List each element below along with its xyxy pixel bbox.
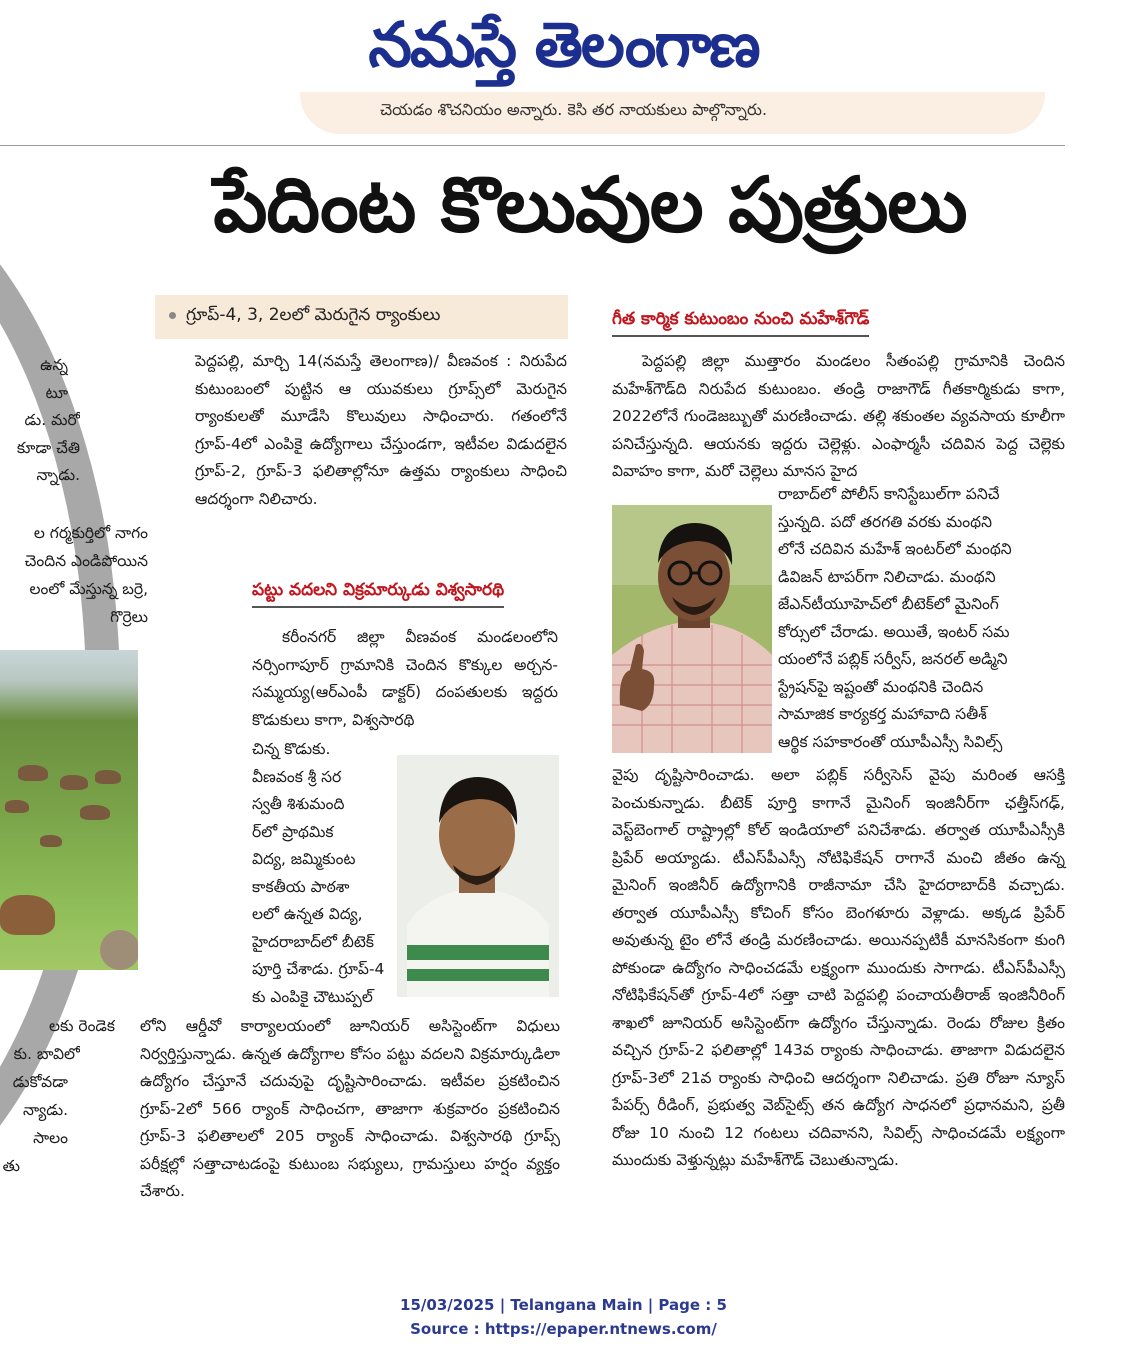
adjacent-story-line: టూ [45, 384, 68, 402]
previous-story-text: చెయడం శొచనియం అన్నారు. కెసి తర నాయకులు పాల్గొన్నారు. [380, 100, 768, 119]
adjacent-story-line: కు. బావిలో [13, 1045, 80, 1063]
left-story-para-top [252, 624, 558, 734]
adjacent-story-line: సాలం [33, 1129, 68, 1147]
right-story-text-top: పెద్దపల్లి జిల్లా ముత్తారం మండలం సీతంపల్లి గ్రామానికి చెందిన మహేశ్‌గౌడ్‌ది నిరుపేద కుటుంబం. తండ్రి రాజాగౌడ్‌ గీతకార్మికుడు కాగా, 2022లోనే గుండెజబ్బుతో మరణించాడు. తల్లి శకుంతల వ్యవసాయ కూలీగా పనిచేస్తున్నది. ఆయనకు ఇద్దరు చెల్లెళ్లు. ఎంఫార్మసీ చదివిన పెద్ద చెల్లెకు వివాహం కాగా, మరో చెల్లెలు మానస హైద [612, 352, 1065, 480]
right-story-text-bottom: వైపు దృష్టిసారించాడు. అలా పబ్లిక్‌ సర్వీసెస్‌ వైపు మరింత ఆసక్తి పెంచుకున్నాడు. బీటెక్‌ పూర్తి కాగానే మైనింగ్‌ ఇంజినీర్‌గా ఛత్తీస్‌గఢ్‌, వెస్ట్‌బెంగాల్‌ రాష్ట్రాల్లో కోల్‌ ఇండియాలో పనిచేశాడు. తర్వాత యూపీఎస్సీకి ప్రిపేర్‌ అయ్యాడు. టీఎస్‌పీఎస్సీ నోటిఫికేషన్‌ రాగానే మంచి జీతం ఉన్న మైనింగ్‌ ఇంజినీర్‌ ఉద్యోగానికి రాజీనామా చేసి హైదరాబాద్‌కి వచ్చాడు. తర్వాత యూపీఎస్సీ కోచింగ్‌ కోసం బెంగళూరు వెళ్లాడు. అక్కడ ప్రిపేర్‌ అవుతున్న టైం లోనే తండ్రి మరణించాడు. అయినప్పటికీ మానసికంగా కుంగి పోకుండా ఉద్యోగం సాధించడమే లక్ష్యంగా ముందుకు సాగాడు. టీఎస్‌పీఎస్సీ నోటిఫికేషన్‌తో గ్రూప్‌-4లో సత్తా చాటి పెద్దపల్లి పంచాయతీరాజ్‌ ఇంజినీరింగ్‌ శాఖలో జూనియర్‌ అసిస్టెంట్‌గా ఉద్యోగం చేస్తున్నాడు. రెండు రోజుల క్రితం వచ్చిన గ్రూప్‌-2 ఫలితాల్లో 143వ ర్యాంకు సాధించాడు. తాజాగా విడుదలైన గ్రూప్‌-3లో 21వ ర్యాంకు సాధించి ఆదర్శంగా నిలిచాడు. ప్రతి రోజూ న్యూస్‌ పేపర్స్‌ రీడింగ్‌, ప్రభుత్వ వెబ్‌సైట్స్‌ తన ఉద్యోగ సాధనలో ప్రధానమని, ప్రతీ రోజు 10 నుంచి 12 గంటలు చదివానని, సివిల్స్‌ సాధించడమే లక్ష్యంగా ముందుకు వెళ్తున్నట్లు మహేశ్‌గౌడ్‌ చెబుతున్నాడు. [612, 766, 1065, 1169]
column-line: రాబాద్‌లో పోలీస్‌ కానిస్టేబుల్‌గా పనిచే [778, 485, 1000, 503]
adjacent-story-line: లకు రెండెక [49, 1017, 115, 1035]
left-story-narrow [252, 736, 392, 1011]
column-line: పూర్తి చేశాడు. గ్రూప్‌-4 [252, 960, 385, 978]
intro-text: పెద్దపల్లి, మార్చి 14(నమస్తే తెలంగాణ)/ వీణవంక : నిరుపేద కుటుంబంలో పుట్టిన ఆ యువకులు గ్రూప్స్‌లో మెరుగైన ర్యాంకులతో మూడేసి కొలువులు సాధించారు. గతంలోనే గ్రూప్‌-4లో ఎంపికై ఉద్యోగాలు చేస్తుండగా, ఇటీవల విడుదలైన గ్రూప్‌-2, గ్రూప్‌-3 ఫలితాల్లోనూ ఉత్తమ ర్యాంకులు సాధించి ఆదర్శంగా నిలిచారు. [195, 352, 567, 508]
right-story-subhead: గీత కార్మిక కుటుంబం నుంచి మహేశ్‌గౌడ్‌ [612, 309, 869, 337]
adjacent-story-line: లంలో మేస్తున్న బర్రె, [29, 580, 148, 598]
adjacent-story-line: ఉన్న [40, 356, 68, 374]
adjacent-story-line: డు. మరో [24, 411, 80, 429]
adjacent-story-line: చెందిన ఎండిపోయిన [24, 552, 148, 570]
kicker-box [155, 295, 568, 339]
previous-story-strip [300, 92, 1045, 134]
bullet-icon [169, 312, 176, 319]
masthead-title: నమస్తే తెలంగాణ [368, 8, 759, 81]
kicker-text: గ్రూప్‌-4, 3, 2లలో మెరుగైన ర్యాంకులు [186, 305, 441, 325]
column-line: లోనే చదివిన మహేశ్‌ ఇంటర్‌లో మంథని [778, 540, 1012, 558]
adjacent-story-line: న్యాడు. [23, 1101, 68, 1119]
column-line: సామాజిక కార్యకర్త మహావాది సతీశ్‌ [778, 705, 987, 723]
left-story-subhead: పట్టు వదలని విక్రమార్కుడు విశ్వసారథి [252, 580, 504, 608]
vishwasarathi-photo [397, 755, 559, 997]
column-line: డివిజన్‌ టాపర్‌గా నిలిచాడు. మంథని [778, 567, 996, 586]
adjacent-story-line: తు [2, 1157, 20, 1175]
column-line: లలో ఉన్నత విద్య, [252, 905, 363, 923]
column-line: కాకతీయ పాఠశా [252, 877, 350, 896]
column-line: కు ఎంపికై చౌటుప్పల్‌ [252, 987, 373, 1006]
column-line: స్వతీ శిశుమంది [252, 795, 345, 813]
footer-date-edition: 15/03/2025 | Telangana Main | Page : 5 [400, 1296, 727, 1314]
adjacent-story-line: కూడా చేతి [16, 439, 80, 457]
column-line: చిన్న కొడుకు. [252, 740, 331, 758]
intro-paragraph [195, 348, 567, 513]
right-story-narrow [778, 481, 1066, 756]
column-line: హైదరాబాద్‌లో బీటెక్‌ [252, 932, 374, 951]
left-story-para-bottom [140, 1013, 560, 1206]
right-story-para-bottom [612, 762, 1065, 1175]
column-line: కోర్సులో చేరాడు. అయితే, ఇంటర్‌ సమ [778, 622, 1010, 641]
left-story-text-bottom: లోని ఆర్డీవో కార్యాలయంలో జూనియర్‌ అసిస్టెంట్‌గా విధులు నిర్వర్తిస్తున్నాడు. ఉన్నత ఉద్యోగాల కోసం పట్టు వదలని విక్రమార్కుడిలా ఉద్యోగం చేస్తూనే చదువుపై దృష్టిసారించాడు. ఇటీవల ప్రకటించిన గ్రూప్‌-2లో 566 ర్యాంక్‌ సాధించగా, తాజాగా శుక్రవారం ప్రకటించిన గ్రూప్‌-3 ఫలితాలలో 205 ర్యాంక్‌ సాధించాడు. విశ్వసారథి గ్రూప్స్‌ పరీక్షల్లో సత్తాచాటడంపై కుటుంబ సభ్యులు, గ్రామస్తులు హర్షం వ్యక్తం చేశారు. [140, 1017, 560, 1200]
adjacent-story-line: డుకోవడా [12, 1073, 68, 1091]
column-line: జేఎన్‌టీయూహెచ్‌లో బీటెక్‌లో మైనింగ్‌ [778, 595, 999, 613]
column-line: స్తున్నది. పదో తరగతి వరకు మంథని [778, 512, 992, 531]
adjacent-story-line: న్నాడు. [36, 466, 80, 484]
divider [0, 145, 1065, 146]
field-deer-photo [0, 650, 138, 970]
headline: పేదింట కొలువుల పుత్రులు [213, 160, 967, 249]
column-line: స్ట్రేషన్‌పై ఇష్టంతో మంథనికి చెందిన [778, 677, 984, 696]
adjacent-story-line: ల గర్మకుర్తిలో నాగం [33, 524, 148, 542]
footer-source: Source : https://epaper.ntnews.com/ [410, 1320, 717, 1338]
column-line: ర్‌లో ప్రాథమిక [252, 822, 334, 841]
column-line: వీణవంక శ్రీ సర [252, 767, 342, 786]
column-line: యంలోనే పబ్లిక్‌ సర్వీస్‌, జనరల్‌ అడ్మిని [778, 650, 1008, 668]
left-story-text-top: కరీంనగర్‌ జిల్లా వీణవంక మండలంలోని నర్సింగాపూర్‌ గ్రామానికి చెందిన కొక్కుల అర్చన-సమ్మయ్య(ఆర్‌ఎంపీ డాక్టర్‌) దంపతులకు ఇద్దరు కొడుకులు కాగా, విశ్వసారథి [252, 628, 558, 729]
adjacent-story-line: గొర్రెలు [110, 608, 148, 626]
column-line: విద్య, జమ్మికుంట [252, 850, 356, 868]
right-story-para-top [612, 348, 1065, 486]
maheshgoud-photo [612, 505, 772, 753]
column-line: ఆర్థిక సహకారంతో యూపీఎస్సీ సివిల్స్‌ [778, 732, 1003, 751]
